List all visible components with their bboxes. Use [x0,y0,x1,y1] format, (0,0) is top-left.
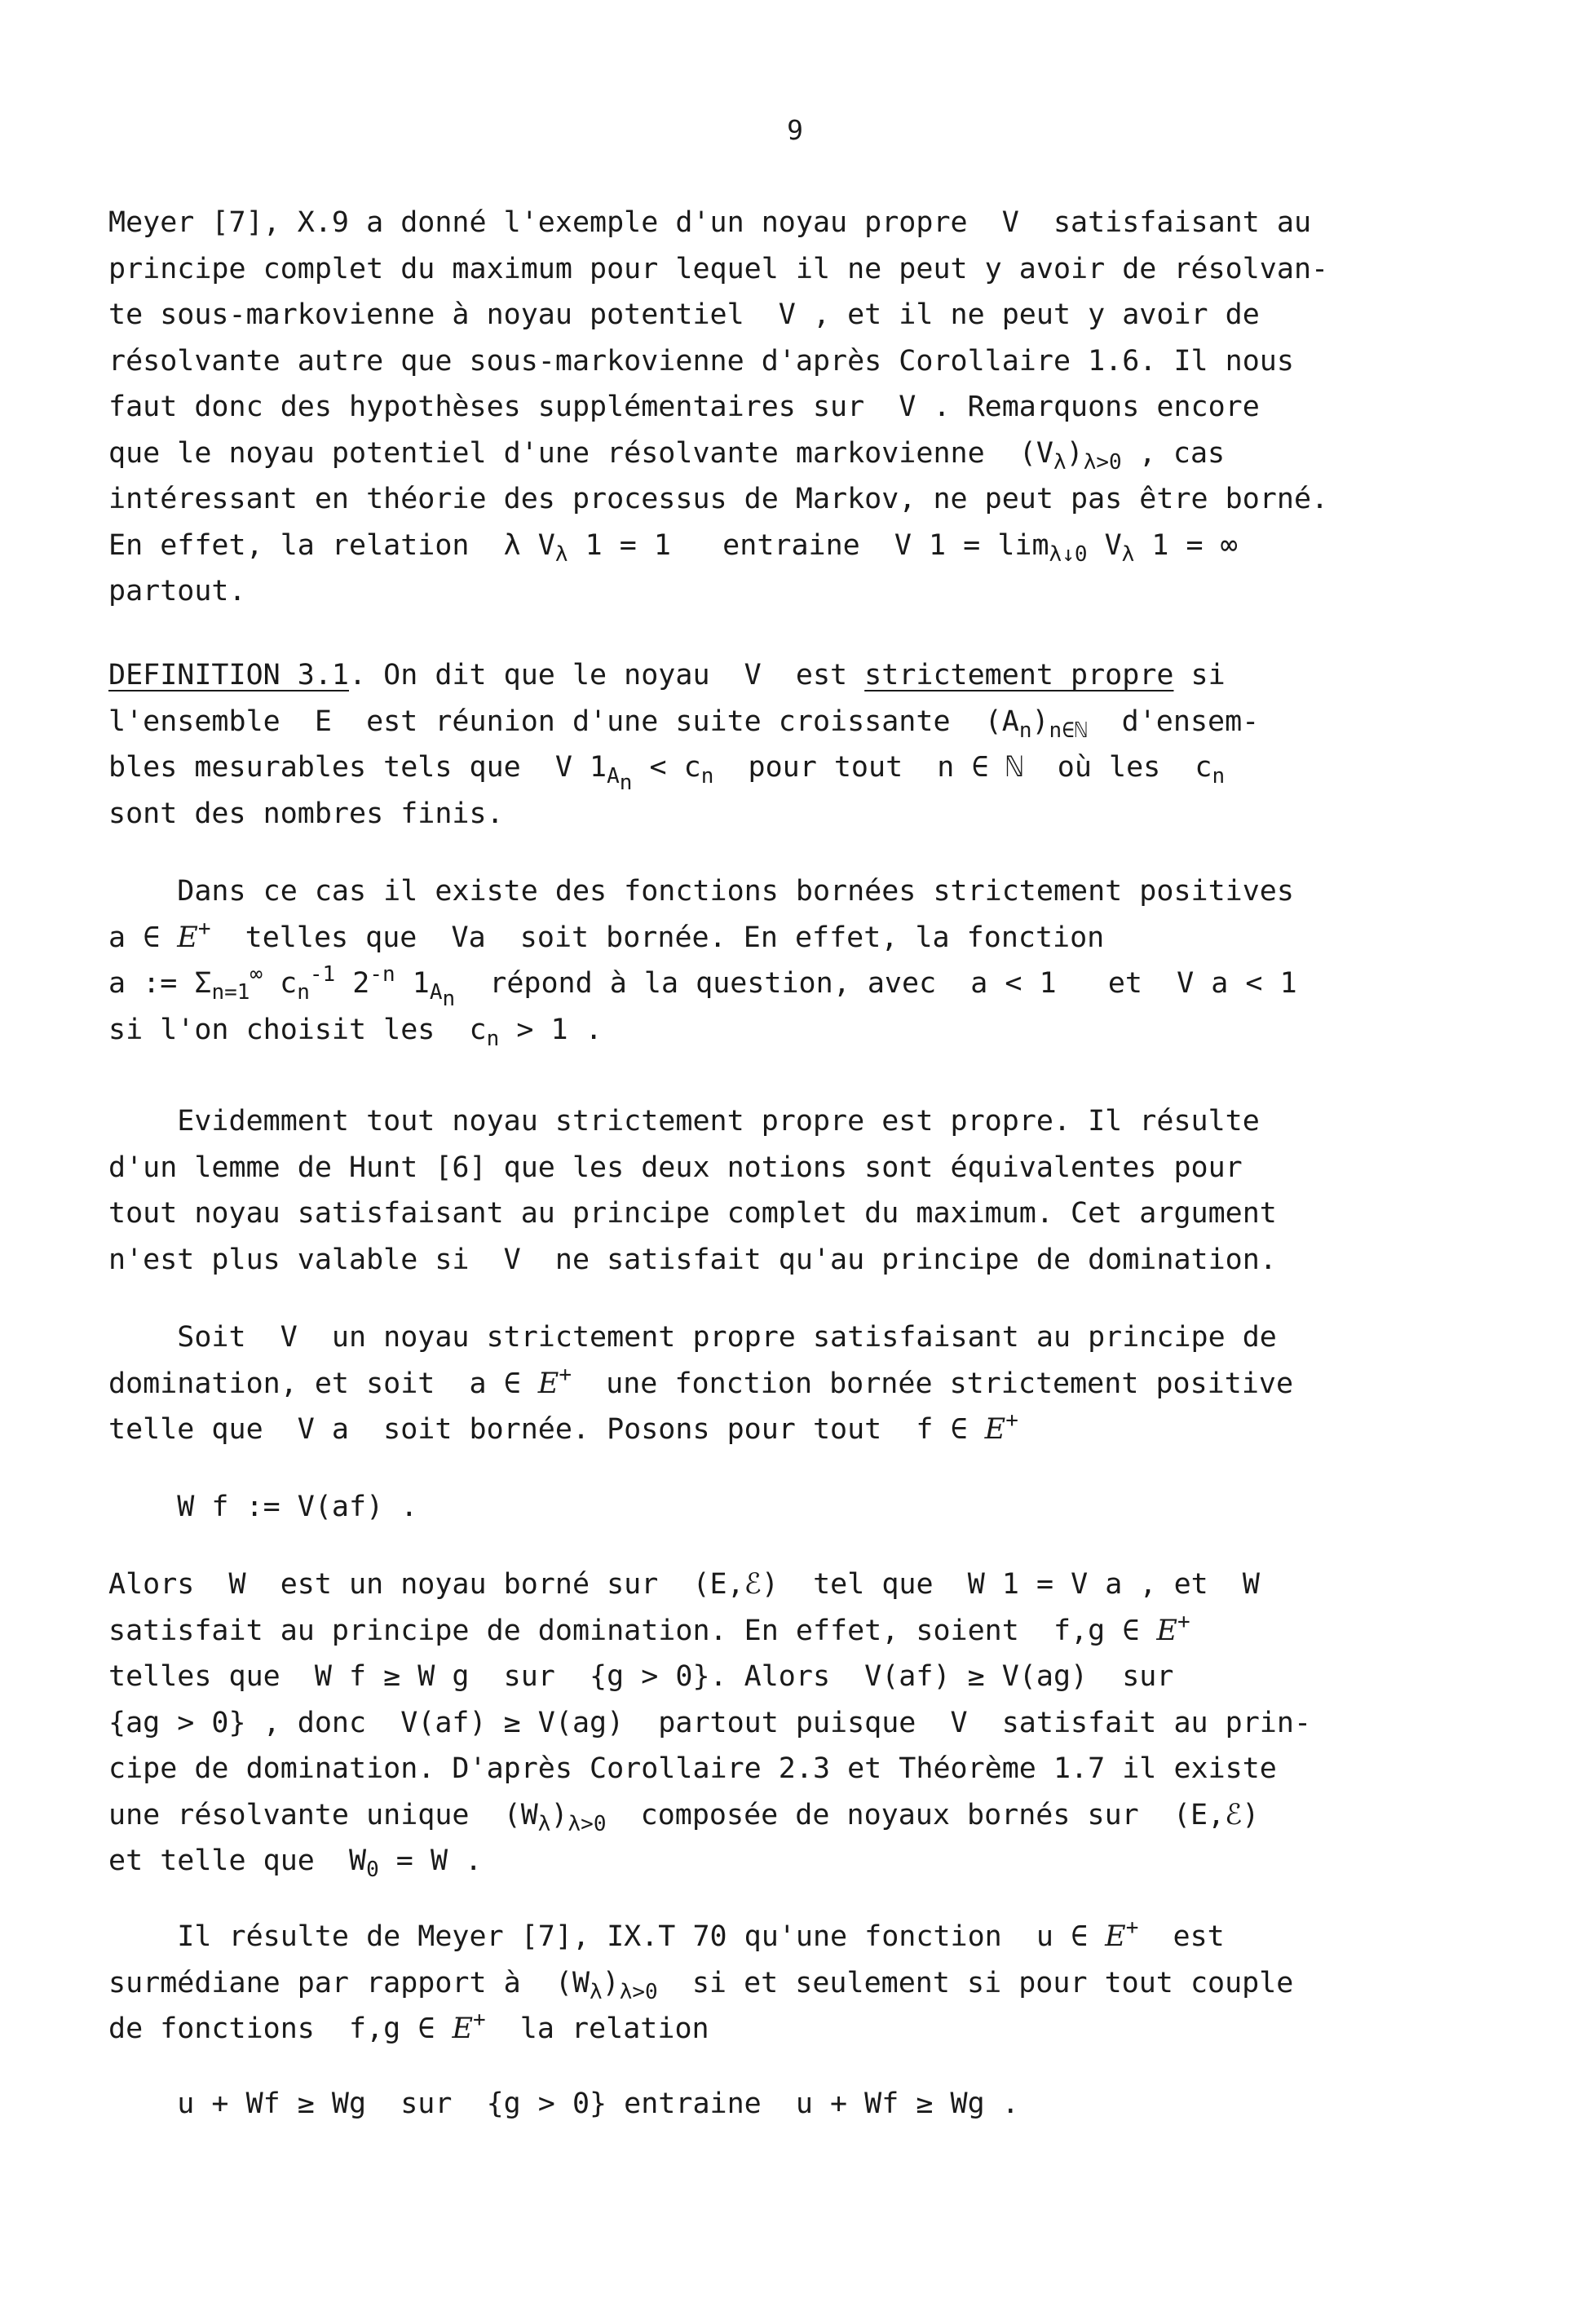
text-line: faut donc des hypothèses supplémentaires sur V . Remarquons encore [108,391,1260,423]
paragraph-resolvent-w [108,1562,1413,1884]
text-line: domination, et soit a ∈ E+ une fonction bornée strictement positive [108,1362,1294,1400]
text-line: d'un lemme de Hunt [6] que les deux notions sont équivalentes pour [108,1151,1243,1184]
text-line: n'est plus valable si V ne satisfait qu'au principe de domination. [108,1243,1277,1276]
text-line: si l'on choisit les $c_n > 1$ . [108,1013,603,1051]
definition-label: DEFINITION 3.1 [108,659,350,691]
text-line: sont des nombres finis. [108,797,504,830]
text-line: tout noyau satisfaisant au principe complet du maximum. Cet argument [108,1197,1277,1230]
equation-line: u + Wf ≥ Wg sur {g > 0} entraine u + Wf ≥ Wg . [108,2088,1019,2120]
paragraph-domination [108,1314,1413,1453]
text-line: partout. [108,575,246,608]
text-line: que le noyau potentiel d'une résolvante markovienne $(V_\lambda)_{\lambda>0}$ , cas [108,436,1226,475]
text-line: Soit V un noyau strictement propre satisfaisant au principe de [108,1321,1277,1354]
text-line: Evidemment tout noyau strictement propre est propre. Il résulte [108,1105,1260,1138]
defined-term: strictement propre [864,659,1174,691]
text-line: a ∈ E+ telles que Va soit bornée. En effet, la fonction [108,916,1105,954]
text-line: {ag > 0} , donc V(af) ≥ V(ag) partout puisque V satisfait au prin- [108,1706,1312,1739]
text-line: a := $\Sigma_{n=1}^\infty$ $c_n^{-1}$ $2^{-n}$ $1_{A_n}$ répond à la question, avec a < 1 et V a < 1 [108,962,1297,1011]
text-line: En effet, la relation λ $V_\lambda$ 1 = 1 entraine V $1 = \lim_{\lambda↓0} V_\lambda$ 1 = ∞ [108,528,1238,567]
text-line: te sous-markovienne à noyau potentiel V , et il ne peut y avoir de [108,298,1260,331]
text-line: principe complet du maximum pour lequel il ne peut y avoir de résolvan- [108,252,1329,285]
text-line: de fonctions f,g ∈ E+ la relation [108,2008,709,2045]
text-line: Alors W est un noyau borné sur (E,ℰ) tel que W 1 = V a , et W [108,1568,1260,1601]
text-line: une résolvante unique $(W_\lambda)_{\lambda>0}$ composée de noyaux bornés sur (E,ℰ) [108,1798,1260,1836]
paragraph-hunt-lemma [108,1098,1413,1283]
text-line: DEFINITION 3.1. On dit que le noyau V est strictement propre si [108,659,1226,691]
equation-wf [108,1484,1413,1531]
text-line: résolvante autre que sous-markovienne d'après Corollaire 1.6. Il nous [108,344,1294,378]
text-line: telle que V a soit bornée. Posons pour tout f ∈ E+ [108,1408,1018,1446]
equation-surmediane [108,2081,1413,2127]
paragraph-surmediane [108,1914,1413,2052]
text-line: telles que W f ≥ W g sur {g > 0}. Alors V(af) ≥ V(ag) sur [108,1660,1174,1693]
text-line: satisfait au principe de domination. En effet, soient f,g ∈ E+ [108,1609,1190,1647]
text-line: Dans ce cas il existe des fonctions bornées strictement positives [108,875,1294,908]
text-line: surmédiane par rapport à $(W_\lambda)_{\lambda>0}$ si et seulement si pour tout couple [108,1966,1294,2004]
text-line: cipe de domination. D'après Corollaire 2.3 et Théorème 1.7 il existe [108,1752,1277,1785]
text-line: bles mesurables tels que V $1_{A_n} < c_n$ pour tout n ∈ ℕ où les $c_n$ [108,751,1226,795]
text-line: intéressant en théorie des processus de Markov, ne peut pas être borné. [108,483,1329,515]
text-line: Meyer [7], X.9 a donné l'exemple d'un noyau propre V satisfaisant au [108,206,1312,239]
text-line: Il résulte de Meyer [7], IX.T 70 qu'une fonction u ∈ E+ est [108,1915,1225,1953]
paragraph-bounded-functions [108,868,1413,1053]
text-line: et telle que $W_0 = W$ . [108,1845,483,1882]
equation-line: W f := V(af) . [108,1491,418,1523]
text-line: l'ensemble E est réunion d'une suite croissante $(A_n)_{n\in ℕ}$ d'ensem- [108,705,1260,743]
paragraph-meyer-example [108,200,1413,615]
page-number: 9 [787,114,803,146]
definition-3-1 [108,652,1413,837]
